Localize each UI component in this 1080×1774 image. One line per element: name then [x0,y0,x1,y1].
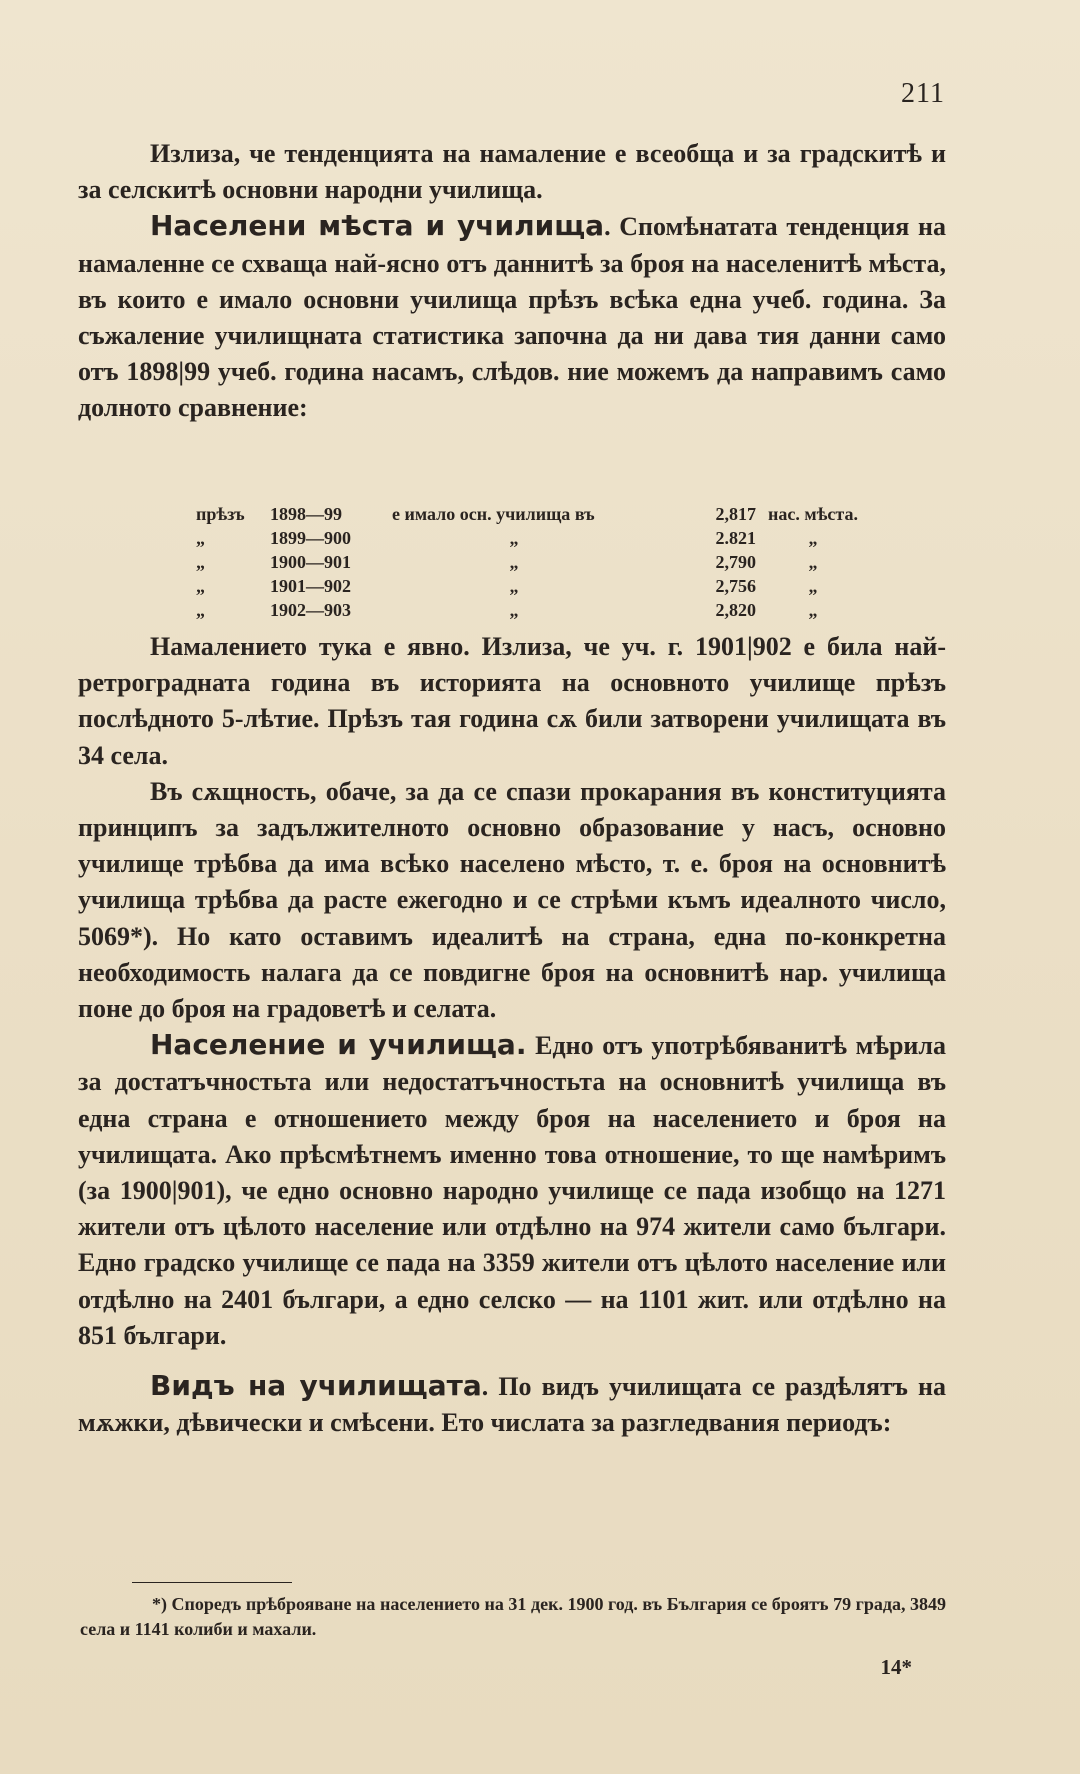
paragraph-population [78,1027,946,1354]
heading-settlements: Населени мѣста и училища [150,209,605,243]
paragraph-types: Видъ на училищата. По видъ училищата се раздѣлятъ на мѫжки, дѣвически и смѣсени. Ето числата за разгледвания периодъ: [78,1369,947,1438]
footnote-divider [132,1582,292,1583]
table-cell-prefix: прѣзъ [196,504,245,524]
heading-population: Население и училища. [150,1028,527,1062]
table-cell-unit: „ [808,576,818,596]
table-cell-year: 1898—99 [270,504,342,524]
paragraph-decrease: Намалението тука е явно. Излиза, че уч. г. 1901|902 е била най-ретроградната година въ историята на основното училище прѣзъ послѣдното 5-лѣтие. Прѣзъ тая година сѫ били затворени училищата въ 34 села. [78,632,946,770]
table-cell-unit: „ [808,600,818,620]
table-cell-description: „ [509,528,519,548]
table-cell-count: 2,790 [715,552,756,572]
table-row [190,550,864,574]
table-cell-description [386,502,642,526]
table-cell-prefix: „ [196,600,205,620]
table-cell-preposition: въ [574,504,595,524]
table-cell-unit: нас. мѣста. [768,504,858,524]
printer-signature: 14* [880,1655,912,1679]
table-cell-prefix: „ [196,576,205,596]
heading-types: Видъ на училищата [150,1369,482,1403]
paragraph-intro: Излиза, че тенденцията на намаление е всеобща и за градскитѣ и за селскитѣ основни народни училища. [78,139,946,205]
table-cell-count: 2,820 [715,600,756,620]
text-section-top [78,136,946,427]
settlements-table [190,502,864,622]
table-cell-count: 2,817 [715,504,756,524]
population-text: Едно отъ употрѣбяванитѣ мѣрила за достатъчностьта или недостатъчностьта на основнитѣ училища въ една страна е отношението между броя на населението и броя на училищата. Ако прѣсмѣтнемъ именно това отношение, то ще намѣримъ (за 1900|901), че едно основно народно училище се пада изобщо на 1271 жители отъ цѣлото население или отдѣлно на 974 жители само българи. Едно градско училище се пада на 3359 жители отъ цѣлото население или отдѣлно на 2401 българи, а едно селско — на 1101 жит. или отдѣлно на 851 българи. [78,1031,946,1350]
table-cell-description: „ [509,600,519,620]
table-cell-count: 2.821 [715,528,756,548]
table-cell-unit: „ [808,552,818,572]
table-cell-year: 1900—901 [270,552,351,572]
paragraph-essence: Въ сѫщность, обаче, за да се спази прокарания въ конституцията принципъ за задължителното основно образование у насъ, основно училище трѣбва да има всѣко населено мѣсто, т. е. броя на основнитѣ училища трѣбва да расте ежегодно и се стрѣми къмъ идеалното число, 5069*). Но като оставимъ идеалитѣ на страна, една по-конкретна необходимость налага да се повдигне броя на основнитѣ нар. училища поне до броя на градоветѣ и селата. [78,776,946,1024]
table-cell-unit: „ [808,528,818,548]
settlements-text: Спомѣнатата тенденция на намаленне се схваща най-ясно отъ даннитѣ за броя на населенитѣ мѣста, въ които е имало основни училища прѣзъ всѣка една учеб. година. За съжаление училищната статистика започна да ни дава тия данни само отъ 1898|99 учеб. година насамъ, слѣдов. ние можемъ да направимъ само долното сравнение: [78,212,946,423]
table-cell-year: 1902—903 [270,600,351,620]
table-cell-description: „ [509,552,519,572]
page-number: 211 [901,78,945,109]
table-cell-description: „ [509,576,519,596]
table-cell-year: 1899—900 [270,528,351,548]
table-row [190,502,864,526]
table-cell-year: 1901—902 [270,576,351,596]
table-row [190,574,864,598]
paragraph-settlements: Населени мѣста и училища. Спомѣнатата тенденция на намаленне се схваща най-ясно отъ даннитѣ за броя на населенитѣ мѣста, въ които е имало основни училища прѣзъ всѣка една учеб. година. За съжаление училищната статистика започна да ни дава тия данни само отъ 1898|99 учеб. година насамъ, слѣдов. ние можемъ да направимъ само долното сравнение: [78,209,946,423]
table-cell-description-text: е имало осн. училища [392,504,571,524]
table-row [190,598,864,622]
text-section-bottom [78,629,946,1441]
table-row [190,526,864,550]
table-cell-prefix: „ [196,528,205,548]
table-cell-count: 2,756 [715,576,756,596]
footnote: *) Споредъ прѣброяване на населението на 31 дек. 1900 год. въ България се броятъ 79 града, 3849 села и 1141 колиби и махали. [80,1594,946,1639]
types-text: По видъ училищата се раздѣлятъ на мѫжки, дѣвически и смѣсени. Ето числата за разгледвания периодъ: [78,1372,947,1438]
table-cell-prefix: „ [196,552,205,572]
